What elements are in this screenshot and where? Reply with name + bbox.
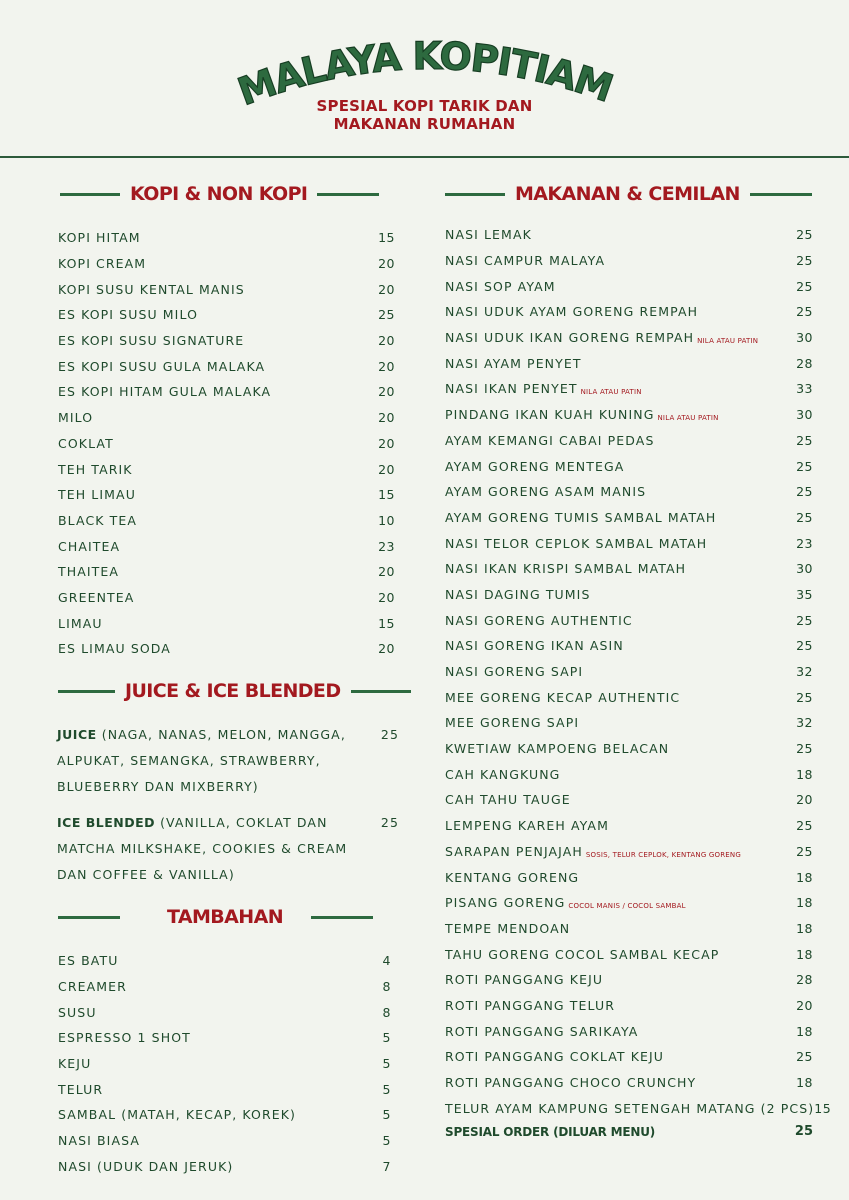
item-price: 25 xyxy=(796,278,813,294)
makanan-item-row xyxy=(445,839,813,865)
item-name: NASI GORENG AUTHENTIC xyxy=(445,612,633,628)
juice-item-price: 25 xyxy=(380,727,399,742)
item-name-wrap xyxy=(58,1082,103,1097)
item-name-wrap xyxy=(58,953,118,968)
item-price: 23 xyxy=(796,535,813,551)
item-price: 15 xyxy=(378,615,395,631)
item-name-wrap xyxy=(445,1049,664,1064)
item-name-wrap xyxy=(445,921,570,936)
item-price: 25 xyxy=(796,432,813,448)
makanan-item-row xyxy=(445,248,813,274)
item-name-wrap xyxy=(445,690,680,705)
item-name-wrap xyxy=(58,307,198,322)
item-name: NASI (UDUK DAN JERUK) xyxy=(58,1158,234,1174)
section-title-tambahan xyxy=(58,906,373,928)
makanan-item-row xyxy=(445,530,813,556)
item-name-wrap xyxy=(58,230,141,245)
title-bar-left xyxy=(58,690,115,693)
makanan-item-row xyxy=(445,273,813,299)
item-name: ROTI PANGGANG CHOCO CRUNCHY xyxy=(445,1075,697,1091)
item-name: AYAM GORENG ASAM MANIS xyxy=(445,484,647,500)
item-price: 25 xyxy=(796,253,813,269)
makanan-item-row xyxy=(445,1070,813,1096)
item-price: 28 xyxy=(796,972,813,988)
kopi-item-row xyxy=(58,636,395,662)
item-price: 8 xyxy=(382,979,391,995)
kopi-list xyxy=(58,225,395,662)
item-name: THAITEA xyxy=(58,564,120,580)
item-price: 18 xyxy=(796,1023,813,1039)
item-name: PINDANG IKAN KUAH KUNING xyxy=(445,407,655,423)
ice-blended-detail: (VANILLA, COKLAT DAN MATCHA MILKSHAKE, COOKIES & CREAM DAN COFFEE & VANILLA) xyxy=(57,815,348,882)
kopi-item-row xyxy=(58,431,395,457)
item-price: 10 xyxy=(378,512,395,528)
item-name: AYAM GORENG TUMIS SAMBAL MATAH xyxy=(445,509,717,525)
item-name: NASI IKAN KRISPI SAMBAL MATAH xyxy=(445,561,687,577)
item-name: ROTI PANGGANG KEJU xyxy=(445,972,604,988)
item-name-wrap xyxy=(58,333,244,348)
item-price: 35 xyxy=(796,586,813,602)
item-name: NASI UDUK IKAN GORENG REMPAH xyxy=(445,330,695,346)
makanan-item-row xyxy=(445,325,813,351)
title-bar-right xyxy=(351,690,411,693)
makanan-item-row xyxy=(445,582,813,608)
item-name-wrap xyxy=(445,895,686,910)
item-name: NASI DAGING TUMIS xyxy=(445,586,591,602)
brand-title: MALAYA KOPITIAM xyxy=(232,40,618,115)
makanan-item-row xyxy=(445,967,813,993)
makanan-item-row xyxy=(445,1018,813,1044)
item-name: ROTI PANGGANG TELUR xyxy=(445,997,616,1013)
ice-blended-price: 25 xyxy=(380,815,399,830)
item-name: SUSU xyxy=(58,1004,97,1020)
item-name-wrap xyxy=(445,407,719,422)
item-name: KOPI CREAM xyxy=(58,256,147,272)
item-name-wrap xyxy=(445,587,591,602)
item-name-wrap xyxy=(445,844,741,859)
item-name: ROTI PANGGANG SARIKAYA xyxy=(445,1023,639,1039)
makanan-item-row xyxy=(445,633,813,659)
item-name-wrap xyxy=(445,510,716,525)
item-name-wrap xyxy=(445,459,624,474)
item-name-wrap xyxy=(58,1005,97,1020)
juice-item-label: JUICE xyxy=(57,727,97,742)
item-name-wrap xyxy=(445,947,719,962)
item-name-wrap xyxy=(58,436,114,451)
item-note: NILA ATAU PATIN xyxy=(697,337,759,346)
item-name: TELUR AYAM KAMPUNG SETENGAH MATANG (2 PCS) xyxy=(445,1100,815,1116)
item-name: KOPI HITAM xyxy=(58,230,141,246)
section-heading: KOPI & NON KOPI xyxy=(130,183,308,205)
section-title-juice xyxy=(58,680,411,702)
item-name: CAH TAHU TAUGE xyxy=(445,792,571,808)
item-name-wrap xyxy=(445,536,707,551)
kopi-item-row xyxy=(58,328,395,354)
tambahan-item-row xyxy=(58,1051,391,1077)
item-name-wrap xyxy=(445,818,609,833)
item-name: NASI GORENG IKAN ASIN xyxy=(445,638,624,654)
item-name-wrap xyxy=(58,487,136,502)
title-bar-left xyxy=(60,193,120,196)
item-name: ES KOPI SUSU MILO xyxy=(58,307,199,323)
item-name: NASI BIASA xyxy=(58,1133,141,1149)
kopi-item-row xyxy=(58,251,395,277)
tambahan-item-row xyxy=(58,1076,391,1102)
special-order-label: SPESIAL ORDER (DILUAR MENU) xyxy=(445,1124,656,1139)
item-price: 23 xyxy=(378,538,395,554)
special-order-price: 25 xyxy=(794,1124,813,1139)
item-price: 18 xyxy=(796,766,813,782)
item-price: 18 xyxy=(796,946,813,962)
item-name: MEE GORENG KECAP AUTHENTIC xyxy=(445,689,681,705)
item-name-wrap xyxy=(445,613,633,628)
item-name-wrap xyxy=(445,1075,696,1090)
item-price: 15 xyxy=(378,230,395,246)
item-name-wrap xyxy=(445,998,615,1013)
item-price: 30 xyxy=(796,561,813,577)
item-name-wrap xyxy=(445,741,669,756)
item-name-wrap xyxy=(58,979,127,994)
item-price: 5 xyxy=(382,1081,391,1097)
makanan-item-row xyxy=(445,299,813,325)
item-price: 20 xyxy=(378,333,395,349)
item-price: 5 xyxy=(382,1056,391,1072)
makanan-item-row xyxy=(445,453,813,479)
item-name-wrap xyxy=(58,590,134,605)
item-note: NILA ATAU PATIN xyxy=(657,414,719,423)
item-price: 25 xyxy=(796,689,813,705)
item-price: 20 xyxy=(796,997,813,1013)
kopi-item-row xyxy=(58,302,395,328)
item-name-wrap xyxy=(445,715,579,730)
item-name: NASI CAMPUR MALAYA xyxy=(445,253,606,269)
item-price: 25 xyxy=(796,304,813,320)
title-bar-left xyxy=(58,916,120,919)
makanan-item-row xyxy=(445,941,813,967)
item-name: SAMBAL (MATAH, KECAP, KOREK) xyxy=(58,1107,297,1123)
menu-header xyxy=(0,0,849,160)
item-price: 15 xyxy=(378,487,395,503)
makanan-item-row xyxy=(445,659,813,685)
item-name-wrap xyxy=(445,638,624,653)
item-price: 5 xyxy=(382,1030,391,1046)
makanan-item-row xyxy=(445,402,813,428)
item-name: KOPI SUSU KENTAL MANIS xyxy=(58,281,245,297)
section-heading: TAMBAHAN xyxy=(167,906,283,928)
section-heading: MAKANAN & CEMILAN xyxy=(515,183,740,205)
item-price: 25 xyxy=(378,307,395,323)
title-bar-right xyxy=(750,193,812,196)
item-price: 20 xyxy=(378,564,395,580)
item-name: KWETIAW KAMPOENG BELACAN xyxy=(445,741,670,757)
makanan-list xyxy=(445,222,832,1121)
item-name: ESPRESSO 1 SHOT xyxy=(58,1030,191,1046)
kopi-item-row xyxy=(58,276,395,302)
kopi-item-row xyxy=(58,353,395,379)
makanan-item-row xyxy=(445,479,813,505)
item-name-wrap xyxy=(445,227,532,242)
item-name: NASI SOP AYAM xyxy=(445,278,556,294)
kopi-item-row xyxy=(58,585,395,611)
item-price: 20 xyxy=(378,589,395,605)
kopi-item-row xyxy=(58,610,395,636)
item-name: TEMPE MENDOAN xyxy=(445,920,571,936)
item-price: 25 xyxy=(796,843,813,859)
item-name: COKLAT xyxy=(58,435,114,451)
tambahan-item-row xyxy=(58,1102,391,1128)
item-name-wrap xyxy=(58,384,271,399)
makanan-item-row xyxy=(445,710,813,736)
juice-item xyxy=(57,722,399,800)
item-name-wrap xyxy=(445,767,560,782)
item-price: 18 xyxy=(796,895,813,911)
item-name: NASI LEMAK xyxy=(445,227,532,243)
juice-item-detail: (NAGA, NANAS, MELON, MANGGA, ALPUKAT, SEMANGKA, STRAWBERRY, BLUEBERRY DAN MIXBERRY) xyxy=(57,727,346,794)
item-name: KEJU xyxy=(58,1056,92,1072)
tambahan-item-row xyxy=(58,1025,391,1051)
item-name: GREENTEA xyxy=(58,589,135,605)
item-price: 4 xyxy=(382,953,391,969)
item-name: ES KOPI SUSU SIGNATURE xyxy=(58,333,245,349)
item-price: 25 xyxy=(796,509,813,525)
item-name-wrap xyxy=(445,484,646,499)
item-name: ES BATU xyxy=(58,953,119,969)
item-name: ES LIMAU SODA xyxy=(58,641,171,657)
item-note: COCOL MANIS / COCOL SAMBAL xyxy=(568,902,686,911)
item-name: ROTI PANGGANG COKLAT KEJU xyxy=(445,1049,665,1065)
item-name: CREAMER xyxy=(58,979,127,995)
item-price: 20 xyxy=(378,410,395,426)
item-price: 25 xyxy=(796,1049,813,1065)
item-price: 20 xyxy=(378,358,395,374)
juice-list xyxy=(57,722,399,888)
item-name: NASI AYAM PENYET xyxy=(445,355,582,371)
makanan-item-row xyxy=(445,890,813,916)
item-name-wrap xyxy=(58,256,146,271)
item-name: PISANG GORENG xyxy=(445,895,566,911)
item-name: SARAPAN PENJAJAH xyxy=(445,843,583,859)
makanan-item-row xyxy=(445,1095,832,1121)
item-price: 25 xyxy=(796,741,813,757)
makanan-item-row xyxy=(445,993,813,1019)
item-price: 5 xyxy=(382,1133,391,1149)
item-name-wrap xyxy=(58,462,133,477)
makanan-item-row xyxy=(445,607,813,633)
tambahan-item-row xyxy=(58,1128,391,1154)
item-name-wrap xyxy=(58,641,171,656)
item-price: 25 xyxy=(796,227,813,243)
item-note: SOSIS, TELUR CEPLOK, KENTANG GORENG xyxy=(585,850,741,859)
item-name: KENTANG GORENG xyxy=(445,869,580,885)
kopi-item-row xyxy=(58,482,395,508)
special-order-row xyxy=(445,1124,813,1139)
item-price: 25 xyxy=(796,484,813,500)
kopi-item-row xyxy=(58,533,395,559)
item-name-wrap xyxy=(445,253,605,268)
item-name: NASI IKAN PENYET xyxy=(445,381,578,397)
item-name: MEE GORENG SAPI xyxy=(445,715,580,731)
item-name-wrap xyxy=(58,1107,296,1122)
title-bar-right xyxy=(317,193,379,196)
item-name-wrap xyxy=(445,1024,638,1039)
item-price: 25 xyxy=(796,818,813,834)
makanan-item-row xyxy=(445,505,813,531)
tambahan-item-row xyxy=(58,974,391,1000)
item-price: 20 xyxy=(796,792,813,808)
item-name: CAH KANGKUNG xyxy=(445,766,561,782)
item-name-wrap xyxy=(58,410,93,425)
item-name-wrap xyxy=(58,564,119,579)
item-name: AYAM KEMANGI CABAI PEDAS xyxy=(445,432,655,448)
item-price: 20 xyxy=(378,384,395,400)
item-name: LIMAU xyxy=(58,615,103,631)
item-price: 7 xyxy=(382,1158,391,1174)
makanan-item-row xyxy=(445,813,813,839)
section-title-makanan xyxy=(445,183,812,205)
item-name: NASI UDUK AYAM GORENG REMPAH xyxy=(445,304,699,320)
item-name-wrap xyxy=(445,972,603,987)
item-price: 30 xyxy=(796,407,813,423)
ice-blended-label: ICE BLENDED xyxy=(57,815,155,830)
item-price: 18 xyxy=(796,920,813,936)
header-divider xyxy=(0,156,849,158)
tambahan-item-row xyxy=(58,999,391,1025)
item-price: 20 xyxy=(378,256,395,272)
makanan-item-row xyxy=(445,350,813,376)
item-price: 20 xyxy=(378,435,395,451)
kopi-item-row xyxy=(58,405,395,431)
item-price: 18 xyxy=(796,1075,813,1091)
item-name: CHAITEA xyxy=(58,538,121,554)
tambahan-list xyxy=(58,948,391,1179)
item-name-wrap xyxy=(58,616,103,631)
item-price: 28 xyxy=(796,355,813,371)
makanan-item-row xyxy=(445,864,813,890)
item-name: MILO xyxy=(58,410,94,426)
item-price: 20 xyxy=(378,281,395,297)
ice-blended-item xyxy=(57,810,399,888)
item-name-wrap xyxy=(445,304,698,319)
item-name: NASI TELOR CEPLOK SAMBAL MATAH xyxy=(445,535,708,551)
item-price: 8 xyxy=(382,1004,391,1020)
item-name-wrap xyxy=(445,279,556,294)
kopi-item-row xyxy=(58,225,395,251)
item-name: ES KOPI HITAM GULA MALAKA xyxy=(58,384,272,400)
section-title-kopi xyxy=(60,183,379,205)
item-name-wrap xyxy=(58,1133,140,1148)
item-name-wrap xyxy=(58,1056,91,1071)
item-price: 33 xyxy=(796,381,813,397)
item-name: LEMPENG KAREH AYAM xyxy=(445,818,609,834)
item-name: AYAM GORENG MENTEGA xyxy=(445,458,625,474)
item-name: TELUR xyxy=(58,1081,104,1097)
item-price: 25 xyxy=(796,638,813,654)
item-name-wrap xyxy=(58,282,245,297)
item-name-wrap xyxy=(445,792,571,807)
item-price: 20 xyxy=(378,641,395,657)
item-name-wrap xyxy=(58,513,137,528)
title-bar-left xyxy=(445,193,505,196)
item-price: 32 xyxy=(796,664,813,680)
tambahan-item-row xyxy=(58,948,391,974)
item-name-wrap xyxy=(445,1101,814,1116)
makanan-item-row xyxy=(445,222,813,248)
item-name-wrap xyxy=(445,381,642,396)
makanan-item-row xyxy=(445,1044,813,1070)
makanan-item-row xyxy=(445,684,813,710)
kopi-item-row xyxy=(58,379,395,405)
item-price: 15 xyxy=(814,1100,832,1116)
kopi-item-row xyxy=(58,508,395,534)
kopi-item-row xyxy=(58,456,395,482)
item-price: 32 xyxy=(796,715,813,731)
item-price: 25 xyxy=(796,612,813,628)
item-name: BLACK TEA xyxy=(58,512,138,528)
item-name-wrap xyxy=(445,433,654,448)
makanan-item-row xyxy=(445,787,813,813)
subtitle-line-1: SPESIAL KOPI TARIK DAN xyxy=(316,97,533,115)
item-price: 5 xyxy=(382,1107,391,1123)
item-price: 30 xyxy=(796,330,813,346)
section-heading: JUICE & ICE BLENDED xyxy=(125,680,341,702)
item-name-wrap xyxy=(58,1159,233,1174)
makanan-item-row xyxy=(445,736,813,762)
item-name: ES KOPI SUSU GULA MALAKA xyxy=(58,358,266,374)
item-name: TEH TARIK xyxy=(58,461,133,477)
item-price: 18 xyxy=(796,869,813,885)
item-name: TEH LIMAU xyxy=(58,487,136,503)
item-name-wrap xyxy=(58,539,120,554)
kopi-item-row xyxy=(58,559,395,585)
item-name-wrap xyxy=(445,561,686,576)
item-name-wrap xyxy=(445,664,583,679)
item-name-wrap xyxy=(445,870,579,885)
title-bar-right xyxy=(311,916,373,919)
makanan-item-row xyxy=(445,761,813,787)
item-name-wrap xyxy=(445,330,758,345)
makanan-item-row xyxy=(445,556,813,582)
makanan-item-row xyxy=(445,916,813,942)
item-note: NILA ATAU PATIN xyxy=(580,388,642,397)
item-name-wrap xyxy=(445,356,582,371)
item-name: NASI GORENG SAPI xyxy=(445,664,584,680)
tambahan-item-row xyxy=(58,1154,391,1180)
makanan-item-row xyxy=(445,376,813,402)
item-name-wrap xyxy=(58,1030,191,1045)
subtitle-line-2: MAKANAN RUMAHAN xyxy=(333,115,516,133)
item-price: 20 xyxy=(378,461,395,477)
item-name: TAHU GORENG COCOL SAMBAL KECAP xyxy=(445,946,720,962)
makanan-item-row xyxy=(445,428,813,454)
item-name-wrap xyxy=(58,359,265,374)
item-price: 25 xyxy=(796,458,813,474)
